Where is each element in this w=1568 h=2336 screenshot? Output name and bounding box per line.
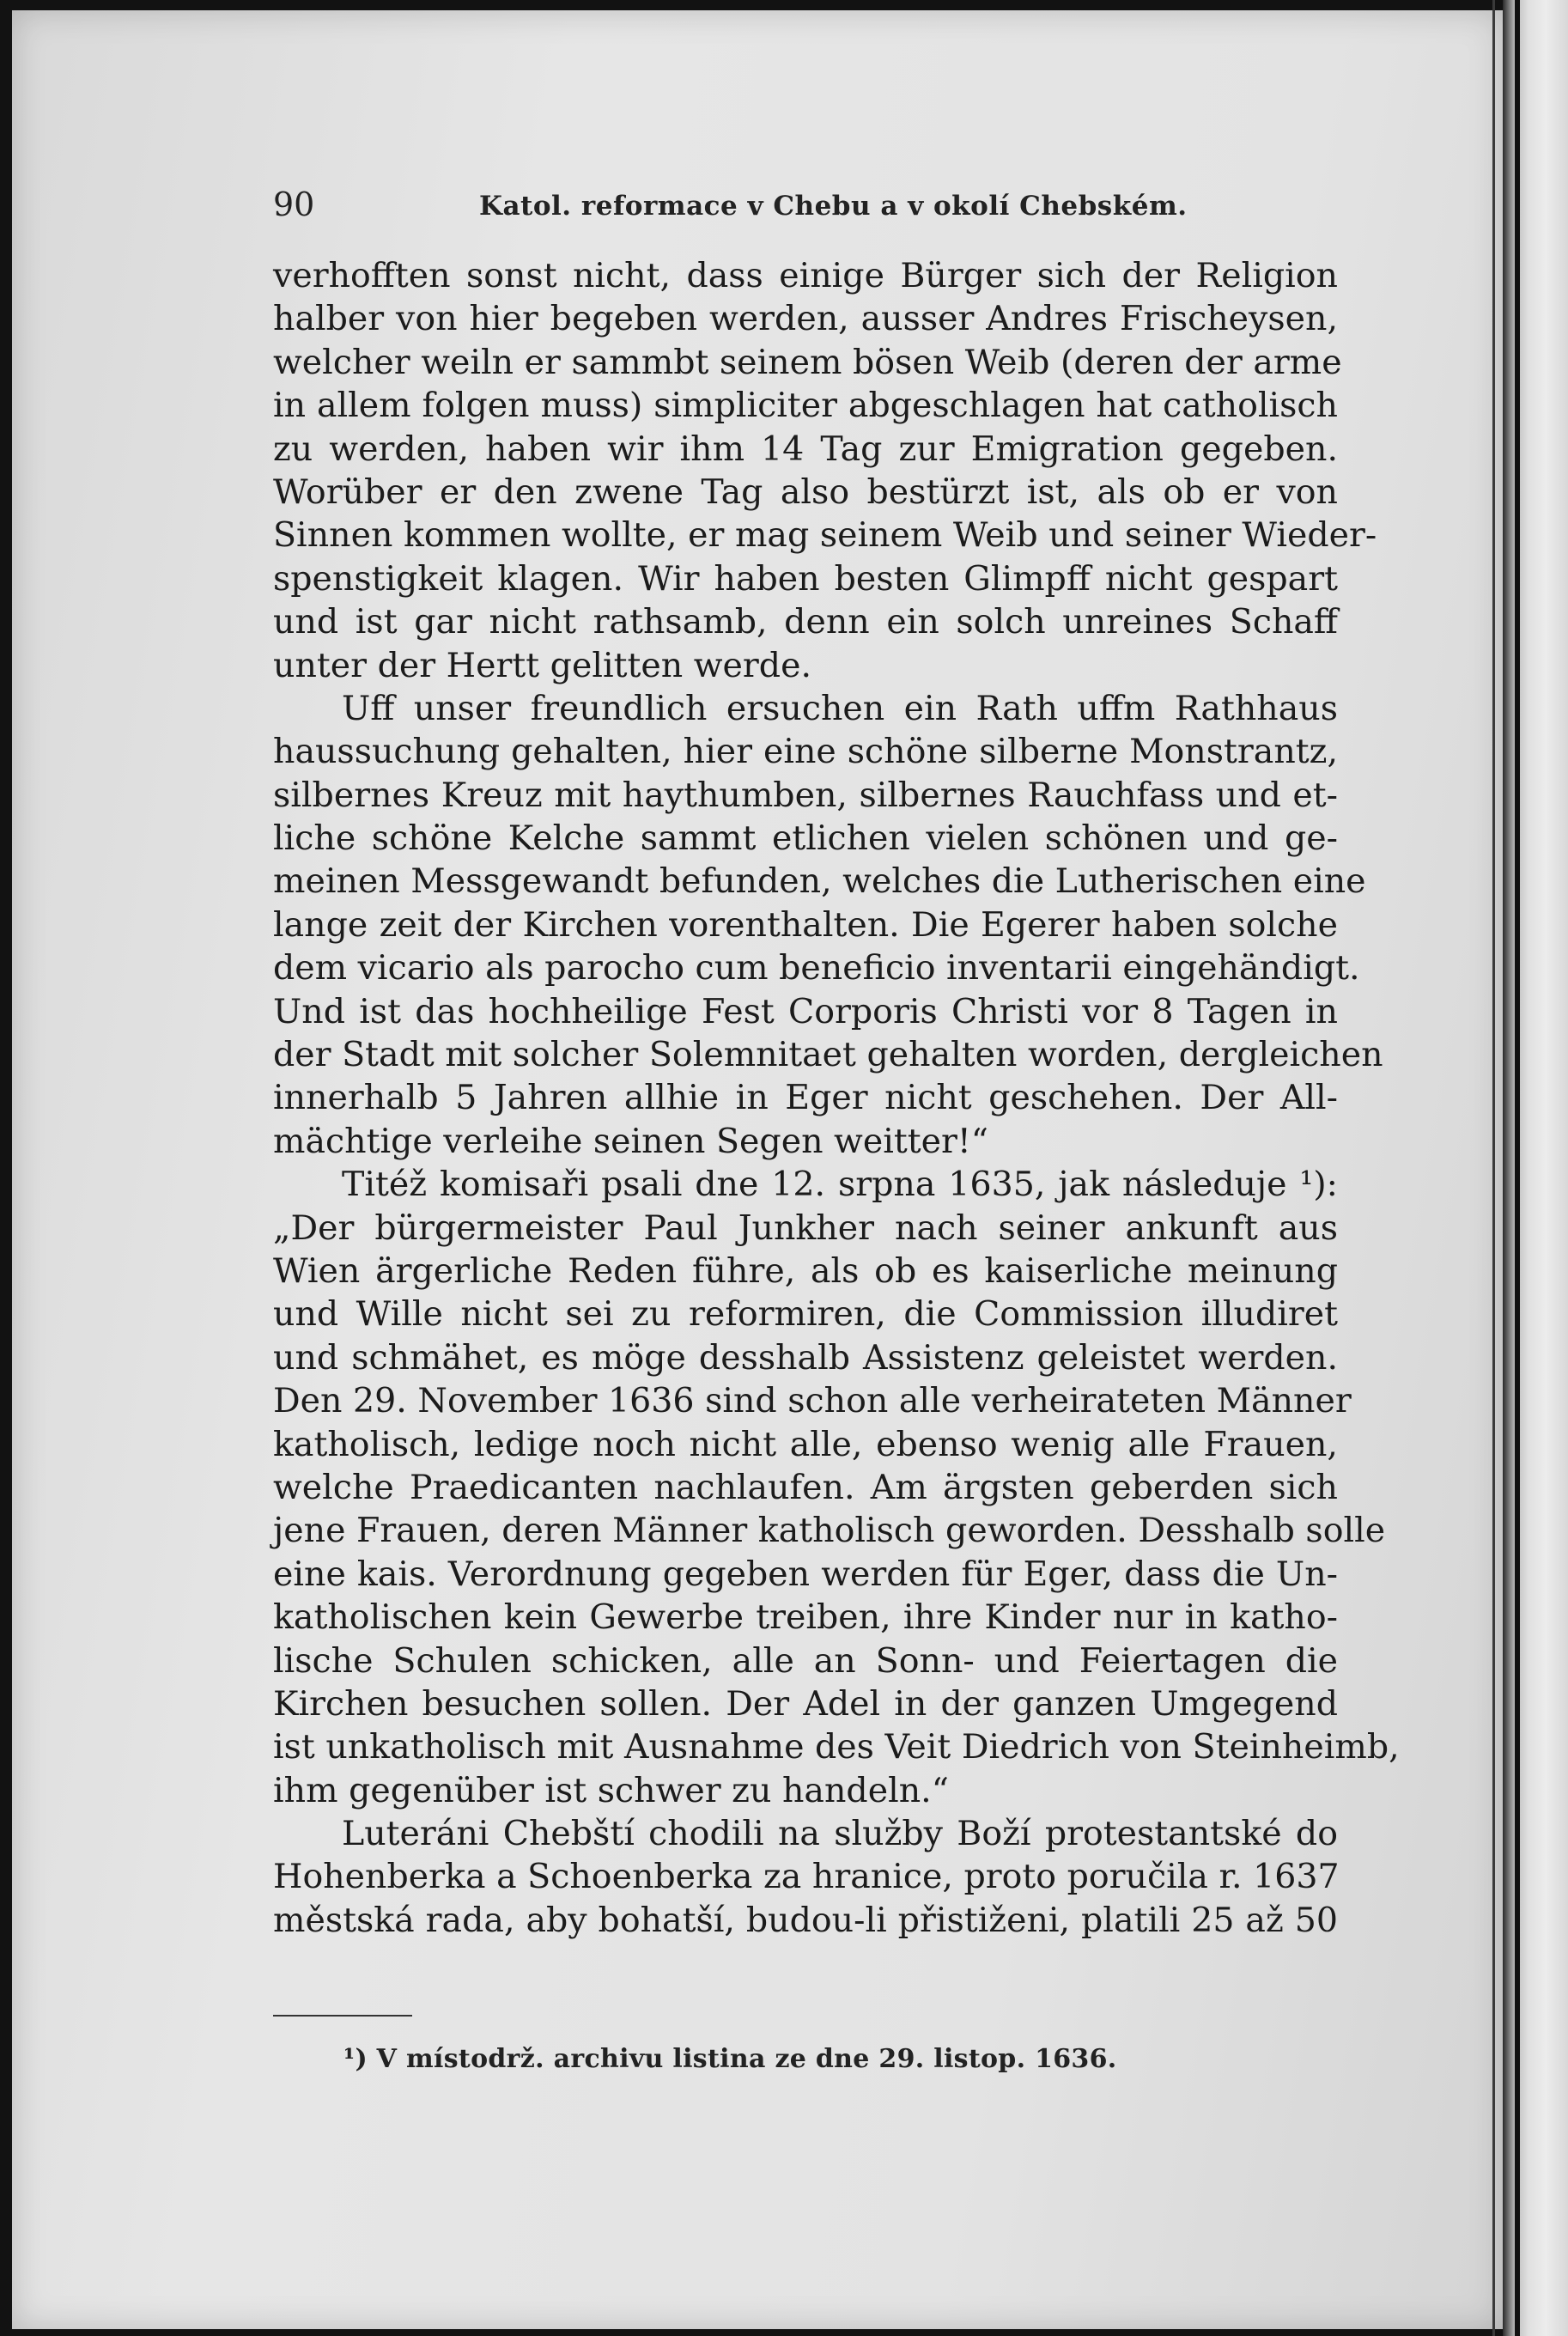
text-line: verhofften sonst nicht, dass einige Bürger sich der Religion	[273, 256, 1338, 295]
text-line: dem vicario als parocho cum beneficio inventarii eingehändigt.	[273, 948, 1360, 989]
text-line: ist unkatholisch mit Ausnahme des Veit Diedrich von Steinheimb,	[273, 1727, 1400, 1767]
text-line: katholisch, ledige noch nicht alle, ebenso wenig alle Frauen,	[273, 1424, 1338, 1464]
text-line: der Stadt mit solcher Solemnitaet gehalten worden, dergleichen	[273, 1035, 1383, 1075]
text-line: und ist gar nicht rathsamb, denn ein solch unreines Schaff	[273, 602, 1338, 642]
facing-page-edge	[1503, 0, 1568, 2336]
text-line: Luteráni Chebští chodili na služby Boží protestantské do	[342, 1814, 1338, 1854]
text-line: Hohenberka a Schoenberka za hranice, proto poručila r. 1637	[273, 1857, 1340, 1897]
text-line: meinen Messgewandt befunden, welches die Lutherischen eine	[273, 861, 1366, 902]
text-line: Sinnen kommen wollte, er mag seinem Weib und seiner Wieder-	[273, 515, 1377, 556]
running-title: Katol. reformace v Chebu a v okolí Chebském.	[479, 191, 1188, 222]
text-line: innerhalb 5 Jahren allhie in Eger nicht geschehen. Der All-	[273, 1078, 1338, 1118]
text-line: spenstigkeit klagen. Wir haben besten Glimpff nicht gespart	[273, 558, 1338, 599]
text-line: eine kais. Verordnung gegeben werden für Eger, dass die Un-	[273, 1554, 1338, 1594]
page-edge-line	[1515, 0, 1520, 2336]
page-header	[273, 186, 1346, 237]
text-line: und Wille nicht sei zu reformiren, die Commission illudiret	[273, 1294, 1338, 1335]
body-text	[273, 254, 1400, 1942]
footnote-rule	[273, 2015, 412, 2017]
text-line: Uff unser freundlich ersuchen ein Rath uffm Rathhaus	[342, 688, 1338, 728]
text-line: Wien ärgerliche Reden führe, als ob es kaiserliche meinung	[273, 1250, 1338, 1291]
text-line: liche schöne Kelche sammt etlichen vielen schönen und ge-	[273, 818, 1338, 859]
text-line: Titéž komisaři psali dne 12. srpna 1635, jak následuje ¹):	[342, 1165, 1338, 1205]
text-line: lische Schulen schicken, alle an Sonn- und Feiertagen die	[273, 1640, 1338, 1681]
text-line: halber von hier begeben werden, ausser Andres Frischeysen,	[273, 299, 1338, 339]
text-line: mächtige verleihe seinen Segen weitter!“	[273, 1121, 988, 1161]
text-line: welcher weiln er sammbt seinem bösen Weib (deren der arme	[273, 342, 1342, 382]
text-line: und schmähet, es möge desshalb Assistenz geleistet werden.	[273, 1337, 1338, 1378]
text-line: zu werden, haben wir ihm 14 Tag zur Emigration gegeben.	[273, 429, 1338, 469]
text-line: unter der Hertt gelitten werde.	[273, 645, 812, 685]
text-line: in allem folgen muss) simpliciter abgeschlagen hat catholisch	[273, 386, 1338, 426]
footnote: ¹) V místodrž. archivu listina ze dne 29. listop. 1636.	[343, 2044, 1117, 2074]
text-line: silbernes Kreuz mit haythumben, silbernes Rauchfass und et-	[273, 775, 1338, 815]
page-gutter-shadow	[1492, 0, 1495, 2336]
text-line: katholischen kein Gewerbe treiben, ihre Kinder nur in katho-	[273, 1597, 1338, 1638]
page-number: 90	[273, 186, 315, 223]
text-line: ihm gegenüber ist schwer zu handeln.“	[273, 1770, 949, 1810]
text-line: Den 29. November 1636 sind schon alle verheirateten Männer	[273, 1381, 1352, 1421]
text-line: Worüber er den zwene Tag also bestürzt ist, als ob er von	[273, 471, 1338, 512]
text-line: lange zeit der Kirchen vorenthalten. Die Egerer haben solche	[273, 904, 1338, 945]
text-line: haussuchung gehalten, hier eine schöne silberne Monstrantz,	[273, 732, 1338, 772]
text-line: Kirchen besuchen sollen. Der Adel in der ganzen Umgegend	[273, 1683, 1338, 1724]
text-line: městská rada, aby bohatší, budou-li přistiženi, platili 25 až 50	[273, 1900, 1338, 1940]
text-line: welche Praedicanten nachlaufen. Am ärgsten geberden sich	[273, 1467, 1338, 1507]
text-line: jene Frauen, deren Männer katholisch geworden. Desshalb solle	[273, 1511, 1386, 1551]
text-line: „Der bürgermeister Paul Junkher nach seiner ankunft aus	[273, 1208, 1338, 1248]
text-line: Und ist das hochheilige Fest Corporis Christi vor 8 Tagen in	[273, 991, 1338, 1031]
